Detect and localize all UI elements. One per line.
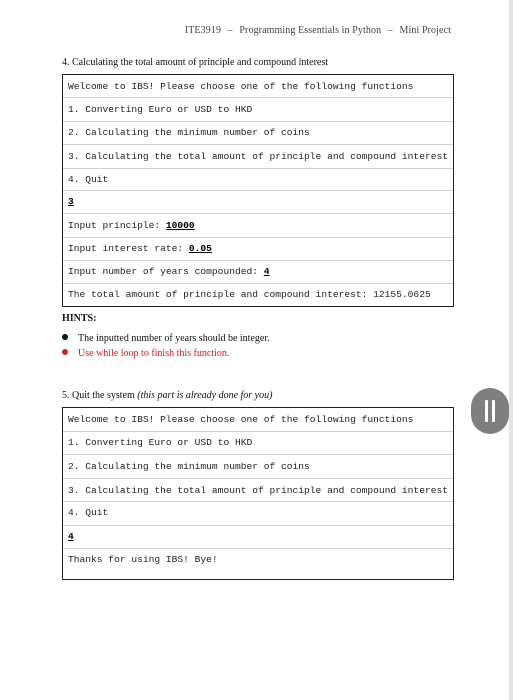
years-value: 4 xyxy=(263,266,270,277)
scroll-handle[interactable] xyxy=(471,388,509,434)
console-divider xyxy=(63,283,453,284)
console-welcome: Welcome to IBS! Please choose one of the following functions xyxy=(68,81,414,92)
hints-title: HINTS: xyxy=(62,313,97,324)
console-principle-line xyxy=(68,220,449,231)
pause-bars-icon xyxy=(492,400,495,422)
page-header xyxy=(185,25,451,36)
console-divider xyxy=(63,237,453,238)
console-divider xyxy=(63,144,453,145)
hint-item xyxy=(62,333,270,344)
page-edge xyxy=(509,0,513,700)
section-5-title-text: 5. Quit the system xyxy=(62,390,135,401)
section-4-console xyxy=(62,74,454,307)
user-choice-value: 3 xyxy=(68,196,74,207)
console-option-1: 1. Converting Euro or USD to HKD xyxy=(68,104,253,115)
hint-item xyxy=(62,348,229,359)
section-5-title xyxy=(62,390,272,401)
console-divider xyxy=(63,454,453,455)
console-welcome: Welcome to IBS! Please choose one of the following functions xyxy=(68,414,414,425)
console-option-3: 3. Calculating the total amount of principle and compound interest xyxy=(68,485,448,496)
bullet-icon xyxy=(62,334,68,340)
header-subject: Programming Essentials in Python xyxy=(239,25,382,36)
console-option-3: 3. Calculating the total amount of principle and compound interest xyxy=(68,151,448,162)
principle-value: 10000 xyxy=(165,220,195,231)
console-option-2: 2. Calculating the minimum number of coins xyxy=(68,461,310,472)
header-project: Mini Project xyxy=(399,25,451,36)
pause-bars-icon xyxy=(485,400,488,422)
console-years-line xyxy=(68,266,449,277)
console-option-2: 2. Calculating the minimum number of coins xyxy=(68,127,310,138)
console-divider xyxy=(63,97,453,98)
console-goodbye: Thanks for using IBS! Bye! xyxy=(68,554,218,565)
console-choice xyxy=(68,531,449,542)
bullet-icon xyxy=(62,349,68,355)
section-4-title: 4. Calculating the total amount of principle and compound interest xyxy=(62,57,329,68)
console-divider xyxy=(63,190,453,191)
console-divider xyxy=(63,501,453,502)
console-option-4: 4. Quit xyxy=(68,174,109,185)
header-course: ITE3919 xyxy=(184,25,222,36)
console-option-1: 1. Converting Euro or USD to HKD xyxy=(68,437,253,448)
console-divider xyxy=(63,213,453,214)
console-divider xyxy=(63,168,453,169)
rate-prompt: Input interest rate: xyxy=(68,243,189,254)
console-divider xyxy=(63,121,453,122)
console-result: The total amount of principle and compound interest: 12155.0625 xyxy=(68,289,431,300)
console-rate-line xyxy=(68,243,449,254)
header-separator: – xyxy=(227,25,233,36)
console-divider xyxy=(63,525,453,526)
hint-text: Use while loop to finish this function. xyxy=(78,348,230,359)
console-choice xyxy=(68,196,449,207)
console-divider xyxy=(63,478,453,479)
console-divider xyxy=(63,548,453,549)
principle-prompt: Input principle: xyxy=(68,220,166,231)
hint-text: The inputted number of years should be integer. xyxy=(78,333,270,344)
header-separator: – xyxy=(387,25,393,36)
console-divider xyxy=(63,431,453,432)
console-option-4: 4. Quit xyxy=(68,507,109,518)
years-prompt: Input number of years compounded: xyxy=(68,266,264,277)
console-divider xyxy=(63,260,453,261)
rate-value: 0.05 xyxy=(188,243,212,254)
section-5-note: (this part is already done for you) xyxy=(137,390,273,401)
section-5-console xyxy=(62,407,454,580)
user-choice-value: 4 xyxy=(68,531,74,542)
